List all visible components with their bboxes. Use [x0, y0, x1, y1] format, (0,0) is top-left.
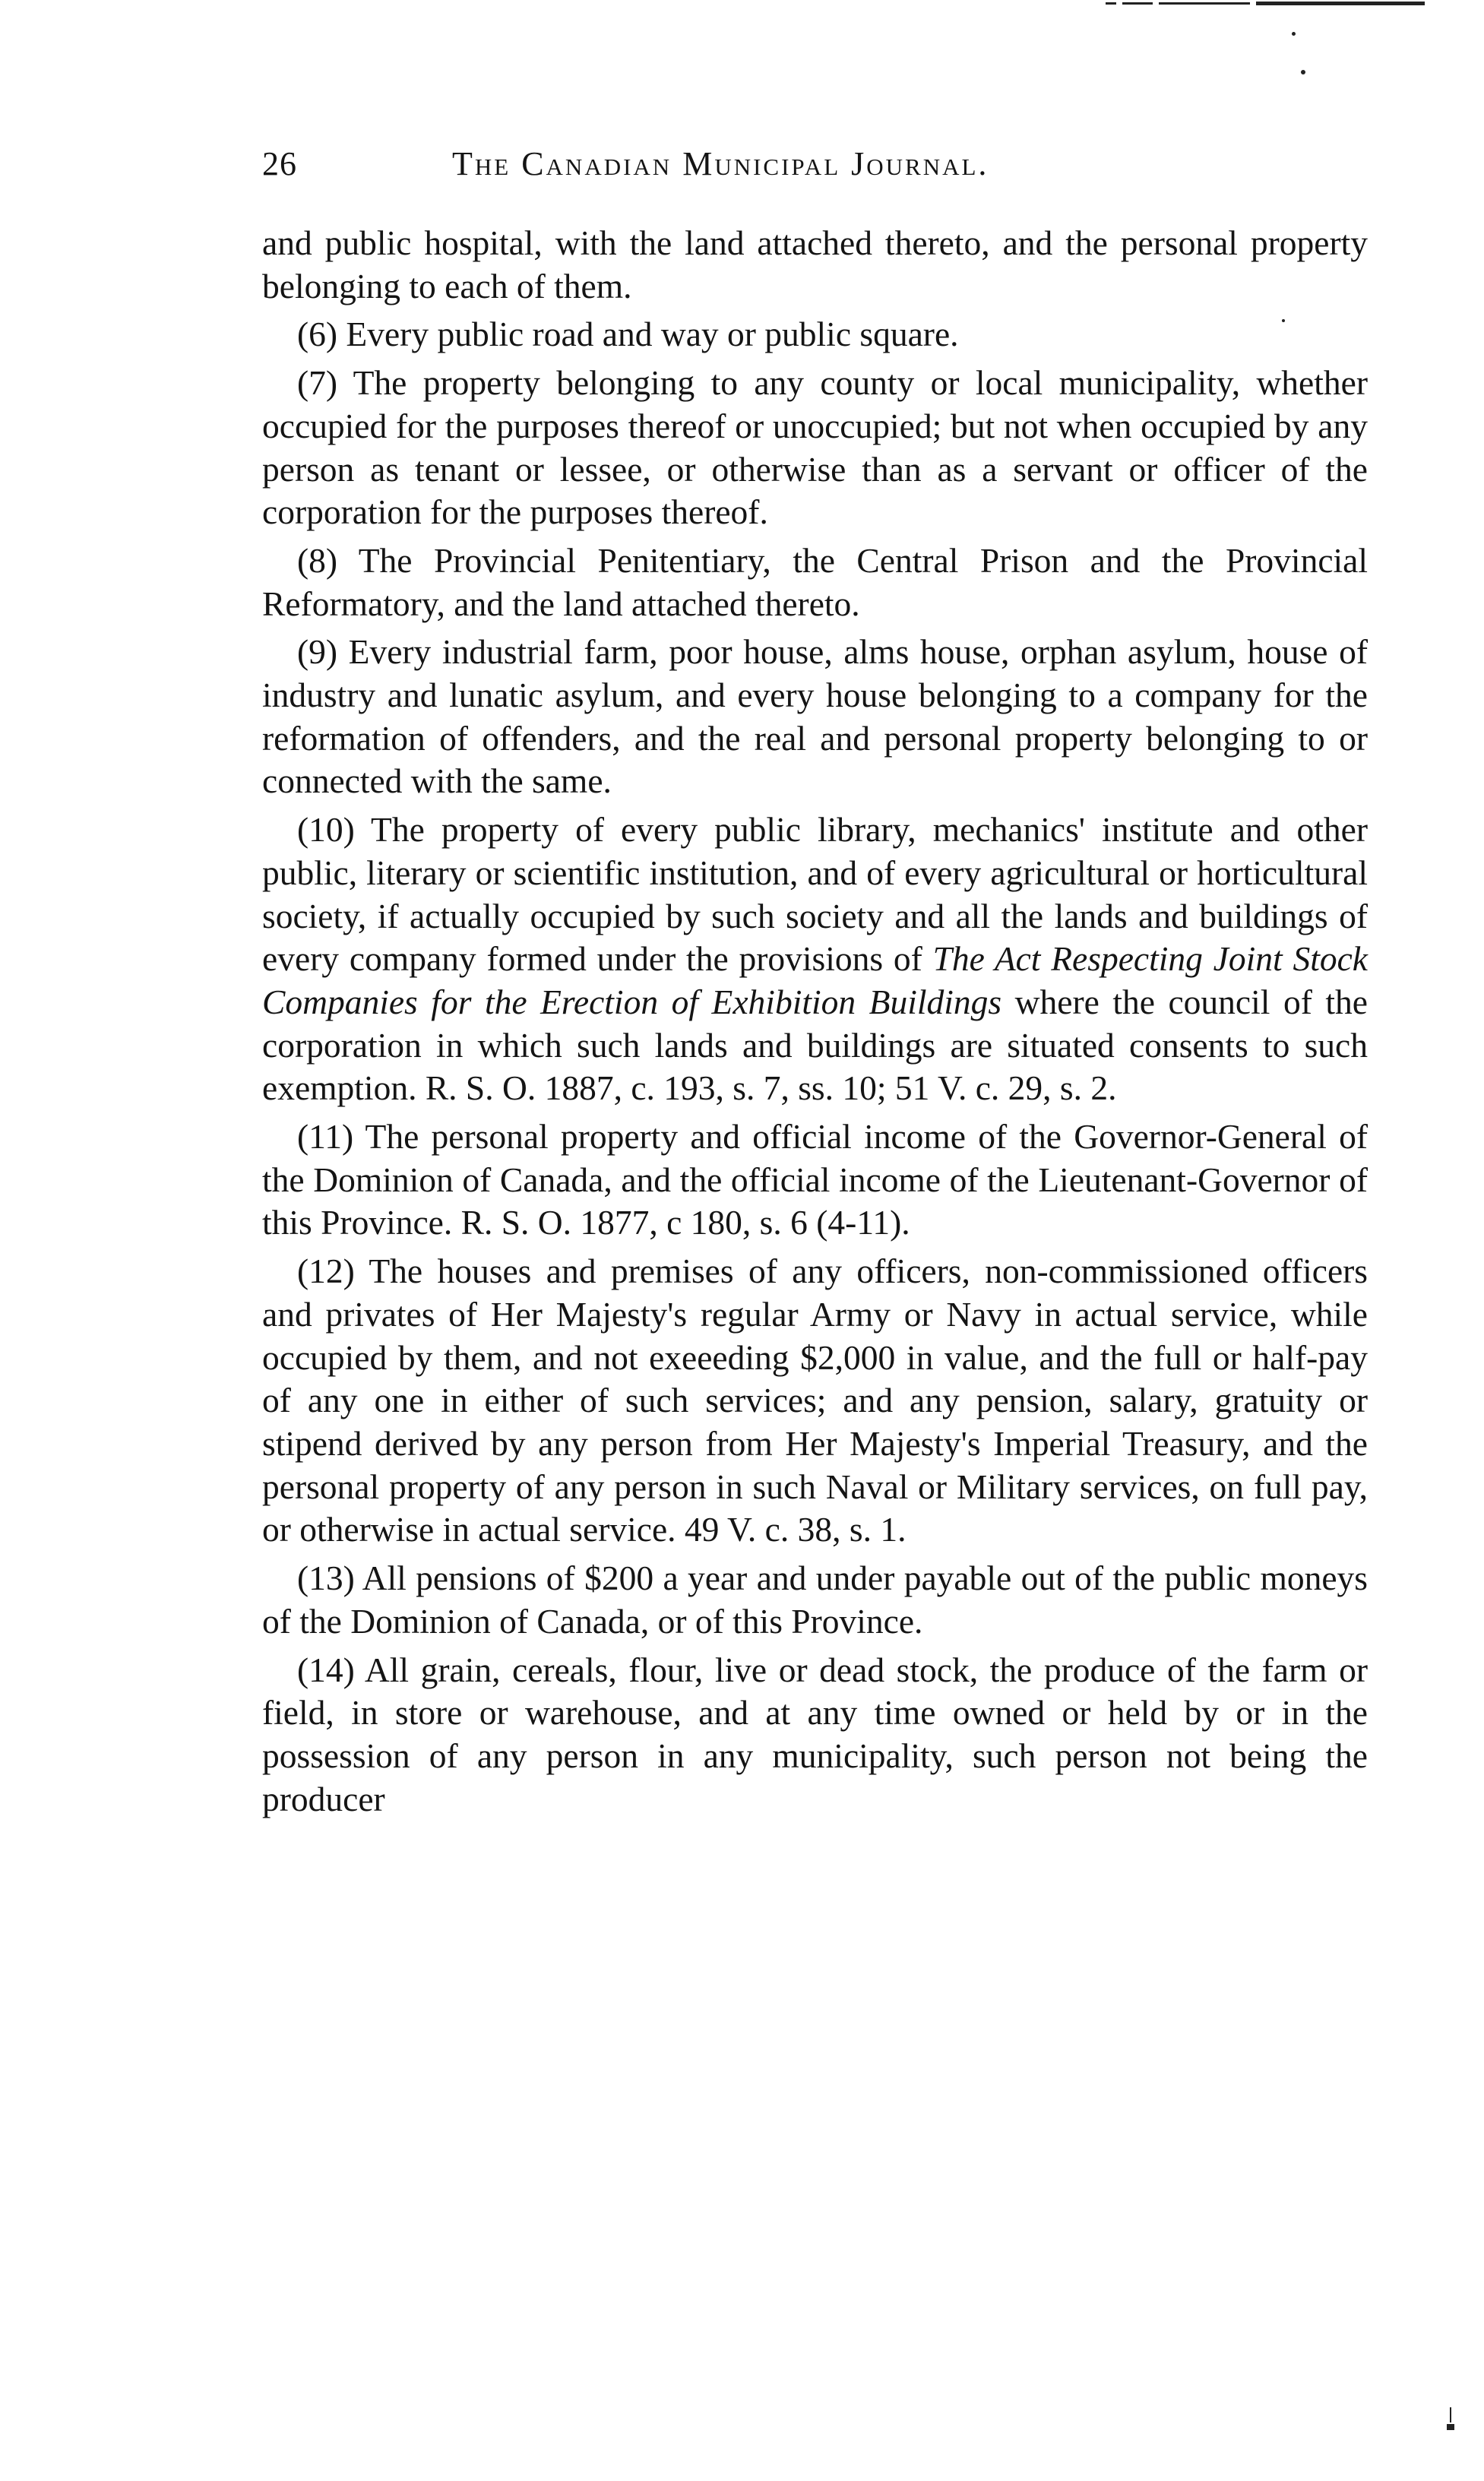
running-head: The Canadian Municipal Journal.: [452, 145, 989, 182]
page-header: [262, 144, 1212, 198]
paragraph-item-12: (12) The houses and premises of any officers, non-commissioned officers and privates of Her Majesty's regular Army or Navy in actual service, while occupied by them, and not exeeeding $2,000 in value, and the full or half-pay of any one in either of such services; and any pension, salary, gratuity or stipend derived by any person from Her Majesty's Imperial Treasury, and the personal property of any person in such Naval or Military services, on full pay, or otherwise in actual service. 49 V. c. 38, s. 1.: [262, 1252, 1368, 1549]
paragraph-continuation: and public hospital, with the land attached thereto, and the personal property belonging to each of them.: [262, 223, 1368, 305]
page-number: 26: [262, 145, 297, 182]
paragraph-item-14: (14) All grain, cereals, flour, live or dead stock, the produce of the farm or field, in store or warehouse, and at any time owned or held by or in the possession of any person in any municipality, such person not being the producer: [262, 1650, 1368, 1818]
paragraph-item-7: (7) The property belonging to any county or local municipality, whether occupied for the purposes thereof or unoccupied; but not when occupied by any person as tenant or lessee, or otherwise than as a servant or officer of the corporation for the purposes thereof.: [262, 363, 1368, 532]
body-text: [262, 222, 1368, 1821]
paragraph-item-10-tail: where the council of the corporation in which such lands and buildings are situated consents to such exemption. R. S. O. 1887, c. 193, s. 7, ss. 10; 51 V. c. 29, s. 2.: [262, 982, 1368, 1108]
paragraph-item-9: (9) Every industrial farm, poor house, alms house, orphan asylum, house of industry and lunatic asylum, and every house belonging to a company for the reformation of offenders, and the real and personal property belonging to or connected with the same.: [262, 632, 1368, 801]
act-title-italic: The Act Respecting Joint Stock Companies for the Erection of Exhibition Buildings: [262, 939, 1369, 1021]
scan-speck: [1292, 32, 1296, 36]
bottom-edge-scan-mark: [1446, 2407, 1455, 2430]
scan-speck: [1301, 70, 1305, 74]
paragraph-item-13: (13) All pensions of $200 a year and under payable out of the public moneys of the Dominion of Canada, or of this Province.: [262, 1559, 1368, 1641]
paragraph-item-8: (8) The Provincial Penitentiary, the Central Prison and the Provincial Reformatory, and the land attached thereto.: [262, 540, 1368, 623]
paragraph-item-6: (6) Every public road and way or public square.: [297, 315, 959, 354]
paragraph-item-11: (11) The personal property and official income of the Governor-General of the Dominion of Canada, and the official income of the Lieutenant-Governor of this Province. R. S. O. 1877, c 180, s. 6 (4-11).: [262, 1117, 1368, 1242]
top-edge-scan-mark: [1106, 0, 1425, 8]
paragraph-item-10: [262, 809, 1368, 1110]
paragraph-item-10-lead: (10) The property of every public library, mechanics' institute and other public, literary or scientific institution, and of every agricultural or horticultural society, if actually occupied by such society and all the lands and buildings of every company formed under the provisions of: [262, 810, 1368, 979]
